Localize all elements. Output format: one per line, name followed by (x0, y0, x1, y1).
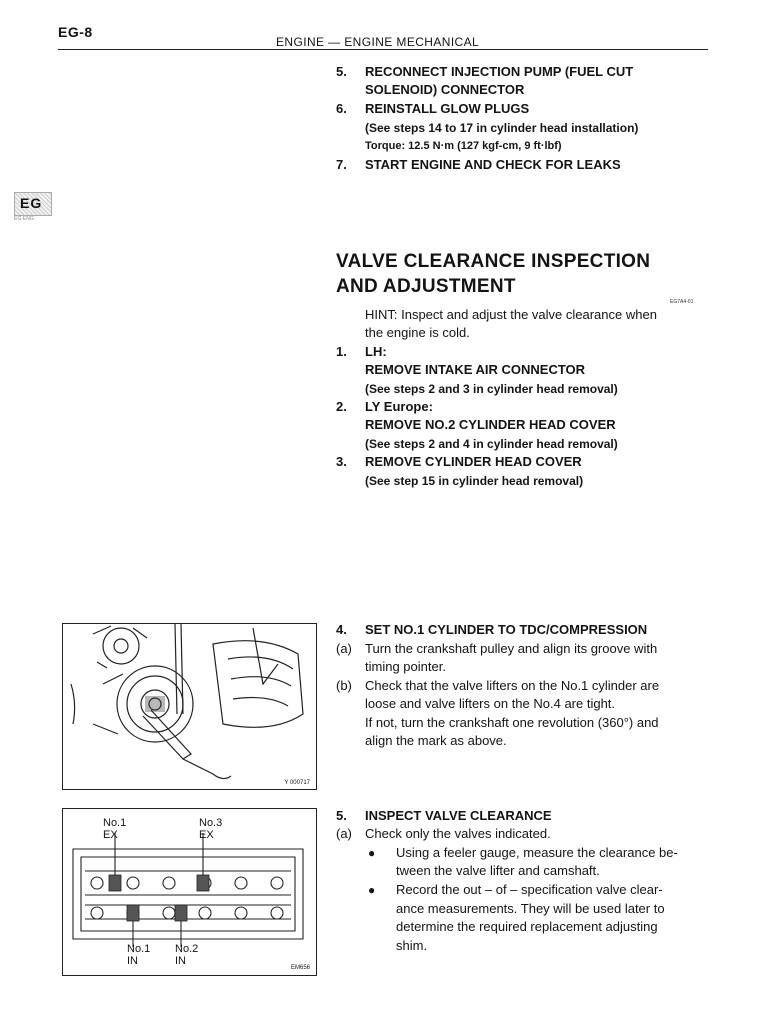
step-line: LY Europe: (365, 399, 433, 414)
step-number: 1. (336, 344, 347, 359)
tab-label: EG (20, 195, 43, 211)
section-tab (14, 192, 52, 222)
hint-text: the engine is cold. (365, 325, 470, 340)
bullet-icon: ● (368, 883, 376, 897)
tab-sub-label: EG·ENG (14, 216, 34, 222)
substep-label: (a) (336, 641, 352, 656)
step-line: LH: (365, 344, 387, 359)
bullet-text: tween the valve lifter and camshaft. (396, 863, 600, 878)
pulley-illustration (63, 624, 316, 789)
bullet-text: ance measurements. They will be used later to (396, 901, 665, 916)
step-title: REINSTALL GLOW PLUGS (365, 101, 530, 116)
section-ref-code: EG7A4-01 (670, 299, 694, 305)
substep-text: align the mark as above. (365, 733, 507, 748)
step-note: (See steps 14 to 17 in cylinder head installation) (365, 121, 639, 135)
label-no1-ex (103, 817, 126, 841)
label-intake: IN (127, 955, 138, 967)
step-note: (See steps 2 and 3 in cylinder head removal) (365, 382, 618, 396)
substep-text: Check only the valves indicated. (365, 826, 551, 841)
step-number: 7. (336, 157, 347, 172)
bullet-text: Using a feeler gauge, measure the clearance be- (396, 845, 678, 860)
substep-label: (b) (336, 678, 352, 693)
substep-text: loose and valve lifters on the No.4 are tight. (365, 696, 616, 711)
section-title-line2: AND ADJUSTMENT (336, 276, 516, 297)
step-number: 4. (336, 622, 347, 637)
figure-crankshaft-pulley (62, 623, 317, 790)
step-title: SET NO.1 CYLINDER TO TDC/COMPRESSION (365, 622, 648, 637)
figure-code: Y 000717 (284, 780, 310, 786)
label-no3-ex (199, 817, 222, 841)
section-title (336, 249, 650, 299)
step-number: 5. (336, 64, 347, 79)
step-number: 6. (336, 101, 347, 116)
figure-code: EM656 (290, 965, 310, 971)
header-rule (58, 49, 708, 50)
label-exhaust: EX (199, 829, 214, 841)
bullet-icon: ● (368, 846, 376, 860)
figure-valve-layout (62, 808, 317, 976)
step-note: (See step 15 in cylinder head removal) (365, 474, 584, 488)
label-cylinder: No.2 (175, 943, 199, 955)
label-cylinder: No.1 (127, 943, 151, 955)
label-intake: IN (175, 955, 186, 967)
step-number: 2. (336, 399, 347, 414)
label-cylinder: No.3 (199, 817, 223, 829)
section-title-line1: VALVE CLEARANCE INSPECTION (336, 251, 651, 272)
label-cylinder: No.1 (103, 817, 127, 829)
label-exhaust: EX (103, 829, 118, 841)
step-title: REMOVE INTAKE AIR CONNECTOR (365, 362, 586, 377)
substep-text: Turn the crankshaft pulley and align its groove with (365, 641, 658, 656)
step-title: INSPECT VALVE CLEARANCE (365, 808, 552, 823)
step-title: REMOVE CYLINDER HEAD COVER (365, 454, 582, 469)
label-no2-in (175, 943, 198, 967)
step-number: 3. (336, 454, 347, 469)
page-number: EG-8 (58, 24, 93, 40)
step-title: REMOVE NO.2 CYLINDER HEAD COVER (365, 417, 616, 432)
step-title: START ENGINE AND CHECK FOR LEAKS (365, 157, 621, 172)
substep-text: If not, turn the crankshaft one revolution (360°) and (365, 715, 659, 730)
bullet-text: Record the out – of – specification valve clear- (396, 882, 663, 897)
bullet-text: shim. (396, 938, 428, 953)
step-number: 5. (336, 808, 347, 823)
hint-text: HINT: Inspect and adjust the valve clearance when (365, 307, 657, 322)
substep-text: Check that the valve lifters on the No.1 cylinder are (365, 678, 660, 693)
bullet-text: determine the required replacement adjusting (396, 919, 658, 934)
step-note: (See steps 2 and 4 in cylinder head removal) (365, 437, 618, 451)
running-head: ENGINE — ENGINE MECHANICAL (276, 35, 480, 49)
substep-text: timing pointer. (365, 659, 446, 674)
step-title: RECONNECT INJECTION PUMP (FUEL CUT (365, 64, 634, 79)
torque-spec: Torque: 12.5 N·m (127 kgf-cm, 9 ft·lbf) (365, 140, 562, 152)
substep-label: (a) (336, 826, 352, 841)
step-title-cont: SOLENOID) CONNECTOR (365, 82, 525, 97)
label-no1-in (127, 943, 150, 967)
